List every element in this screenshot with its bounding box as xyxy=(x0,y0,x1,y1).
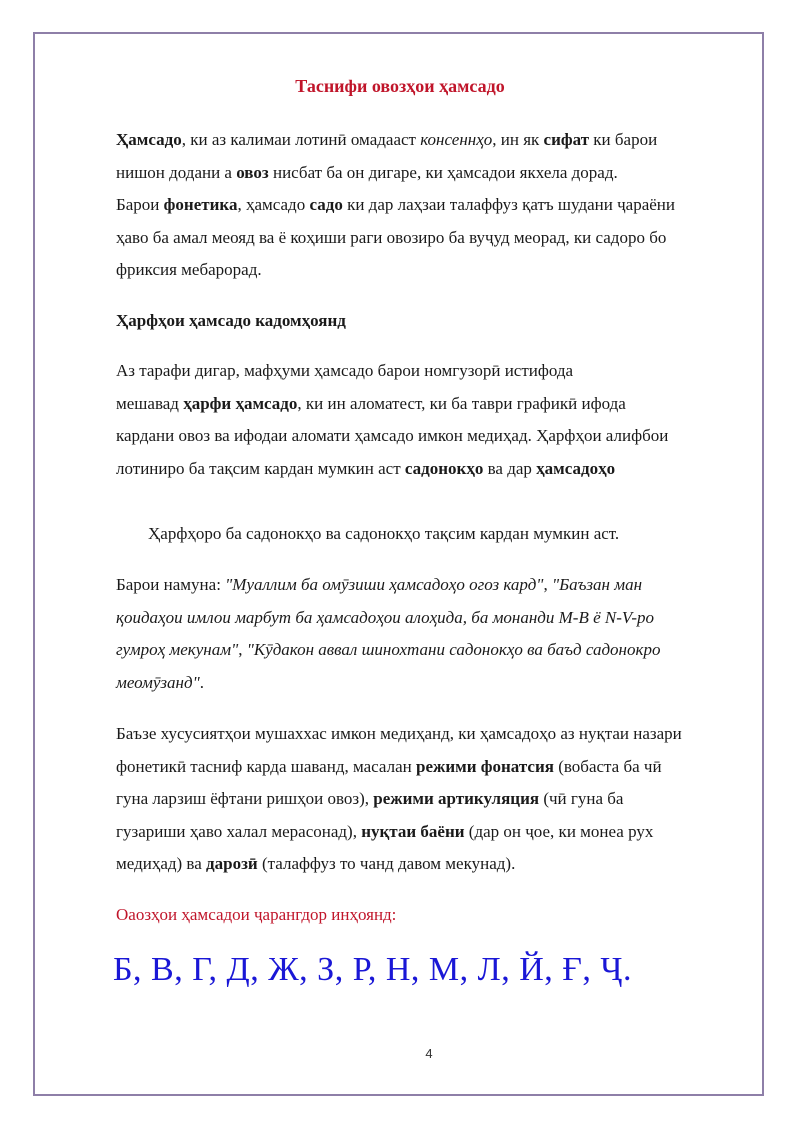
text-line xyxy=(116,816,748,849)
text-run: (вобаста ба чӣ xyxy=(553,756,662,776)
text-run: гузариши ҳаво халал мерасонад), xyxy=(116,821,362,841)
paragraph-examples xyxy=(116,569,748,699)
text-run: ки барои xyxy=(589,130,658,149)
bold-term: садонокҳо xyxy=(404,458,484,478)
italic-text: қоидаҳои имлои марбут ба ҳамсадоҳои алоҳида, ба монанди M-B ё N-V-ро xyxy=(116,607,654,627)
text-run: Барои намуна: xyxy=(116,575,226,594)
text-line xyxy=(116,420,748,453)
text-run: медиҳад) ва xyxy=(116,854,207,873)
bold-term: сифат xyxy=(543,130,590,149)
bold-term: фонетика xyxy=(163,195,238,214)
text-run: нишон додани а xyxy=(116,162,237,182)
text-run: , xyxy=(543,575,552,594)
text-run: ҳаво ба амал меояд ва ё коҳиши раги овозиро ба вуҷуд меорад, ки садоро бо xyxy=(116,227,667,247)
text-line xyxy=(116,355,748,388)
text-run: , ҳамсадо xyxy=(237,195,310,214)
text-run: (дар он ҷое, ки монеа рух xyxy=(464,821,654,841)
bold-term: режими фонатсия xyxy=(416,756,554,776)
text-run: , xyxy=(238,640,247,659)
bold-term: дарозӣ xyxy=(206,854,258,873)
text-line xyxy=(116,189,748,222)
text-run: . xyxy=(199,672,204,692)
text-run: , ин як xyxy=(492,130,544,149)
text-line xyxy=(116,124,748,157)
text-run: Аз тарафи дигар, мафҳуми ҳамсадо барои номгузорӣ истифода xyxy=(116,361,574,380)
text-line xyxy=(116,751,748,784)
text-run: кардани овоз ва ифодаи аломати ҳамсадо имкон медиҳад. Ҳарфҳои алифбои xyxy=(116,426,669,445)
bold-term: нуқтаи баёни xyxy=(361,821,465,841)
text-run: ки дар лаҳзаи талаффуз қатъ шудани ҷараёни xyxy=(342,195,675,214)
voiced-consonants-letters: Б, В, Г, Д, Ж, З, Р, Н, М, Л, Й, Ғ, Ҷ. xyxy=(113,951,633,988)
text-line xyxy=(116,453,748,486)
italic-text: меомӯзанд" xyxy=(116,672,200,692)
paragraph-features xyxy=(116,718,748,881)
section-heading: Ҳарфҳои ҳамсадо кадомҳоянд xyxy=(116,311,346,330)
page-number: 4 xyxy=(425,1046,433,1061)
text-line xyxy=(116,783,748,816)
text-run: (чӣ гуна ба xyxy=(539,789,624,808)
italic-text: консеннҳо xyxy=(420,130,493,149)
text-line xyxy=(116,388,748,421)
bold-term: режими артикуляция xyxy=(373,789,540,808)
italic-text: "Баъзан ман xyxy=(551,575,643,594)
text-run: фонетикӣ тасниф карда шаванд, масалан xyxy=(116,756,416,776)
text-line xyxy=(116,667,748,700)
text-line xyxy=(116,634,748,667)
bold-term: ҳарфи ҳамсадо xyxy=(183,393,298,413)
italic-text: "Муаллим ба омӯзиши ҳамсадоҳо огоз кард" xyxy=(225,575,544,594)
text-run: гуна ларзиш ёфтани ришҳои овоз), xyxy=(116,789,374,808)
text-run: лотиниро ба тақсим кардан мумкин аст xyxy=(116,458,405,478)
text-run: (талаффуз то чанд давом мекунад). xyxy=(257,854,516,873)
text-run: , ки аз калимаи лотинӣ омадааст xyxy=(181,130,421,149)
text-line xyxy=(116,569,748,602)
text-run: мешавад xyxy=(116,393,184,413)
text-line xyxy=(116,222,748,255)
italic-text: "Кӯдакон аввал шинохтани садонокҳо ва баъд садонокро xyxy=(246,640,661,659)
voiced-consonants-heading: Оаозҳои ҳамсадои ҷарангдор инҳоянд: xyxy=(116,905,397,924)
text-run: ва дар xyxy=(483,458,537,478)
text-line xyxy=(116,718,748,751)
text-run: фриксия мебарорад. xyxy=(116,260,262,279)
paragraph-definition xyxy=(116,124,748,287)
text-run: Барои xyxy=(116,195,164,214)
bold-term: Ҳамсадо xyxy=(116,130,182,149)
bold-term: садо xyxy=(309,195,343,214)
italic-text: гумроҳ мекунам" xyxy=(116,640,239,659)
text-line xyxy=(116,254,748,287)
indented-sentence: Ҳарфҳоро ба садонокҳо ва садонокҳо тақсим кардан мумкин аст. xyxy=(148,524,620,543)
text-line xyxy=(116,848,748,881)
bold-term: овоз xyxy=(236,162,269,182)
text-run: Баъзе хусусиятҳои мушаххас имкон медиҳанд, ки ҳамсадоҳо аз нуқтаи назари xyxy=(116,724,682,743)
page-title: Таснифи овозҳои ҳамсадо xyxy=(295,76,505,96)
text-line xyxy=(116,157,748,190)
text-run: , ки ин аломатест, ки ба таври графикӣ ифода xyxy=(297,393,626,413)
text-run: нисбат ба он дигаре, ки ҳамсадои якхела дорад. xyxy=(268,162,618,182)
paragraph-letters xyxy=(116,355,748,485)
bold-term: ҳамсадоҳо xyxy=(536,458,616,478)
text-line xyxy=(116,602,748,635)
